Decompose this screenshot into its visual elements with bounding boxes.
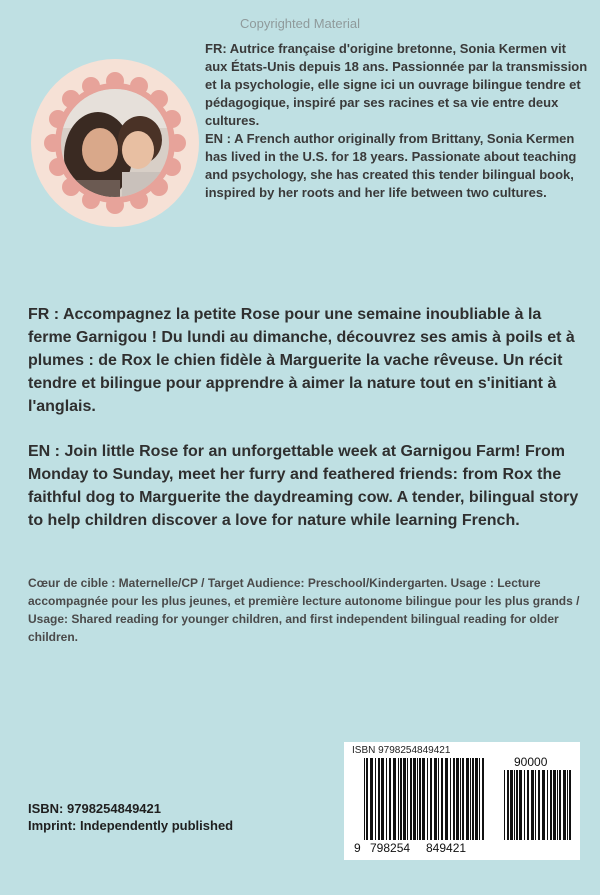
barcode-bar xyxy=(398,758,399,840)
barcode-bar xyxy=(538,770,540,840)
barcode-bar xyxy=(450,758,451,840)
barcode-bar xyxy=(559,770,561,840)
barcode-bar xyxy=(378,758,380,840)
barcode-bar xyxy=(531,770,534,840)
barcode-bar xyxy=(507,770,509,840)
barcode-bar xyxy=(389,758,391,840)
barcode-bar xyxy=(482,758,484,840)
barcode-bar xyxy=(510,770,513,840)
barcode-bar xyxy=(417,758,418,840)
barcode-bar xyxy=(453,758,455,840)
barcode-bar xyxy=(460,758,461,840)
target-audience-text: Cœur de cible : Maternelle/CP / Target Audience: Preschool/Kindergarten. Usage : Lecture accompagnée pour les plus jeunes, et première lecture autonome bilingue pour les plus grands / Usage: Shared reading for younger children, and first independent bilingual reading for older children. xyxy=(28,576,580,644)
barcode-bar xyxy=(569,770,571,840)
barcode-bar xyxy=(430,758,432,840)
barcode-bar xyxy=(375,758,376,840)
barcode-bar xyxy=(504,770,505,840)
barcode-bar xyxy=(364,758,365,840)
barcode-bar xyxy=(407,758,408,840)
author-bio xyxy=(205,40,590,202)
publication-info xyxy=(28,800,233,834)
barcode-bar xyxy=(441,758,443,840)
barcode-isbn-label: ISBN 9798254849421 xyxy=(352,745,451,756)
author-bio-fr: FR: Autrice française d'origine bretonne, Sonia Kermen vit aux États-Unis depuis 18 ans. Passionnée par la transmission et la psychologie, elle signe ici un ouvrage bilingue tendre et pédagogique, inspiré par ses racines et sa vie entre deux cultures. xyxy=(205,41,588,128)
barcode-bar xyxy=(456,758,459,840)
barcode-bar xyxy=(445,758,448,840)
barcode-bar xyxy=(427,758,428,840)
barcode-digits-right: 849421 xyxy=(426,841,467,855)
imprint-label: Imprint: Independently published xyxy=(28,818,234,833)
blurb-french xyxy=(28,303,588,418)
barcode-price-code: 90000 xyxy=(514,755,548,769)
barcode-bar xyxy=(550,770,552,840)
barcode-bar xyxy=(410,758,412,840)
barcode-bar xyxy=(419,758,421,840)
author-bio-en: EN : A French author originally from Brittany, Sonia Kermen has lived in the U.S. for 18 years. Passionate about teaching and psychology, she has created this tender bilingual book, inspired by her roots and her life between two cultures. xyxy=(205,131,577,200)
barcode-bar xyxy=(557,770,558,840)
author-photo xyxy=(30,58,200,228)
barcode-bar xyxy=(393,758,396,840)
barcode-bar xyxy=(413,758,416,840)
barcode-bar xyxy=(370,758,373,840)
barcode-bar xyxy=(466,758,469,840)
barcode-bar xyxy=(479,758,480,840)
barcode-bar xyxy=(381,758,384,840)
barcode-bar xyxy=(475,758,478,840)
barcode-bar xyxy=(567,770,568,840)
barcode-bar xyxy=(516,770,518,840)
blurb-french-text: FR : Accompagnez la petite Rose pour une semaine inoubliable à la ferme Garnigou ! Du lundi au dimanche, découvrez ses amis à poils et à plumes : de Rox le chien fidèle à Marguerite la vache rêveuse. Un récit tendre et bilingue pour apprendre à aimer la nature tout en s'initiant à l'anglais. xyxy=(28,306,575,415)
isbn-label: ISBN: 9798254849421 xyxy=(28,801,161,816)
barcode-bar xyxy=(403,758,406,840)
barcode-bar xyxy=(366,758,368,840)
barcode-bar xyxy=(438,758,439,840)
barcode-digit-lead: 9 xyxy=(354,841,361,855)
barcode-bar xyxy=(524,770,525,840)
barcode-bar xyxy=(462,758,464,840)
barcode-bar xyxy=(553,770,556,840)
barcode-bar xyxy=(527,770,529,840)
barcode-bar xyxy=(422,758,425,840)
barcode-bar xyxy=(514,770,515,840)
barcode-digits-left: 798254 xyxy=(370,841,411,855)
barcode-bar xyxy=(472,758,474,840)
barcode-bar xyxy=(434,758,437,840)
barcode-bar xyxy=(386,758,387,840)
barcode-bar xyxy=(535,770,536,840)
isbn-barcode xyxy=(344,742,580,860)
target-audience xyxy=(28,574,588,646)
barcode-bar xyxy=(542,770,545,840)
barcode-bar xyxy=(400,758,402,840)
blurb-english xyxy=(28,440,588,532)
blurb-english-text: EN : Join little Rose for an unforgettable week at Garnigou Farm! From Monday to Sunday, meet her furry and feathered friends: from Rox the faithful dog to Marguerite the daydreaming cow. A tender, bilingual story to help children discover a love for nature while learning French. xyxy=(28,443,579,529)
barcode-bar xyxy=(547,770,548,840)
copyright-watermark: Copyrighted Material xyxy=(240,16,360,31)
barcode-bar xyxy=(470,758,471,840)
barcode-bar xyxy=(519,770,522,840)
barcode-bar xyxy=(563,770,566,840)
